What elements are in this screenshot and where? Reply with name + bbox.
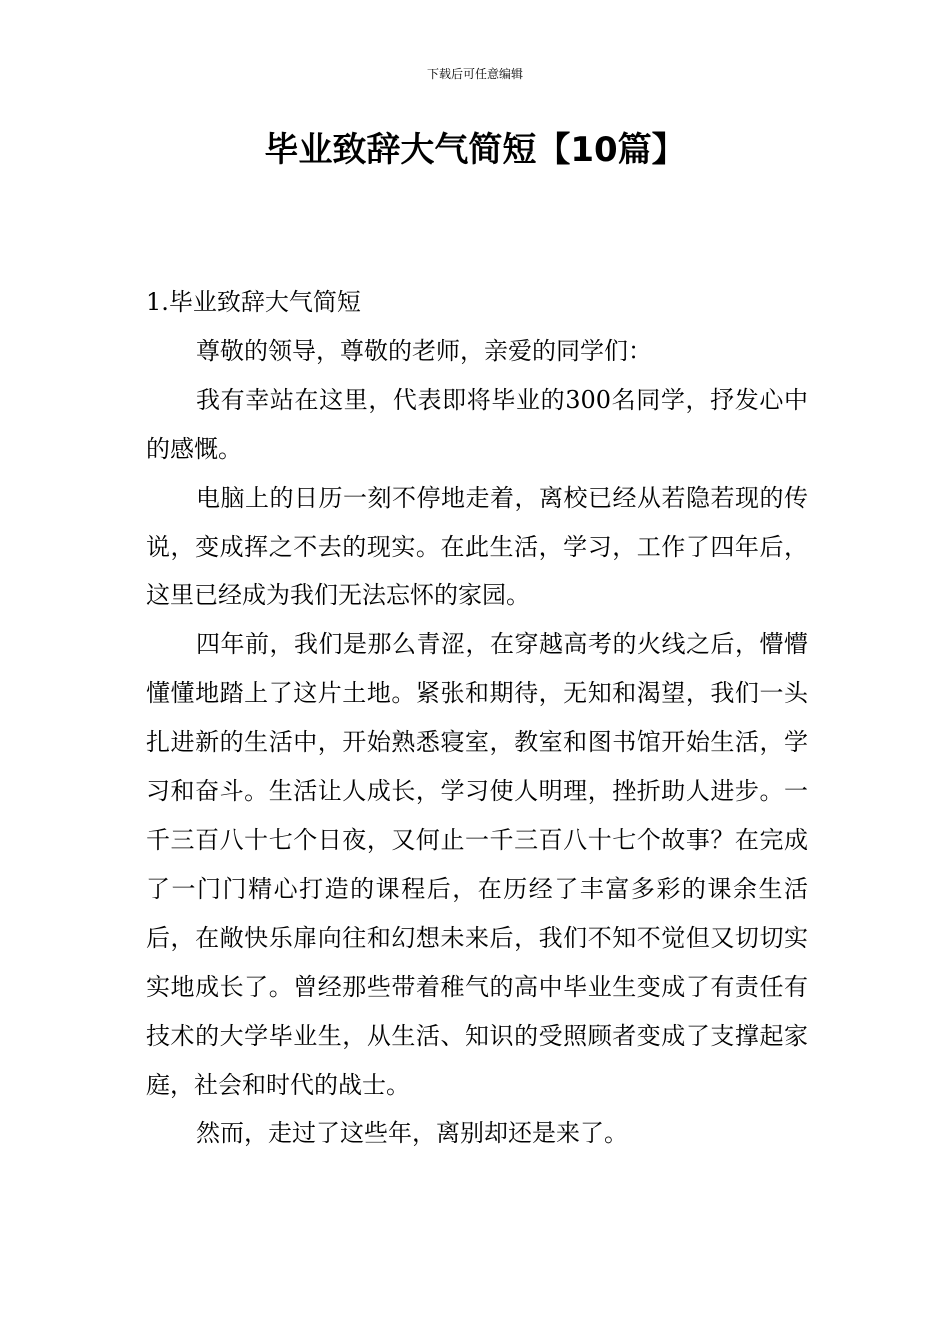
header-note: 下载后可任意编辑 [426,67,523,81]
section-heading: 1.毕业致辞大气简短 [146,288,361,316]
document-body [146,278,808,1158]
paragraph-calendar: 电脑上的日历一刻不停地走着，离校已经从若隐若现的传说，变成挥之不去的现实。在此生活，学习，工作了四年后，这里已经成为我们无法忘怀的家园。 [146,483,808,610]
paragraph-farewell: 然而，走过了这些年，离别却还是来了。 [196,1119,628,1148]
paragraph-intro: 我有幸站在这里，代表即将毕业的300名同学，抒发心中的感慨。 [146,385,808,463]
document-title: 毕业致辞大气简短【10篇】 [264,130,686,170]
paragraph-salutation: 尊敬的领导，尊敬的老师，亲爱的同学们： [196,336,652,365]
paragraph-four-years: 四年前，我们是那么青涩，在穿越高考的火线之后，懵懵懂懂地踏上了这片土地。紧张和期待，无知和渴望，我们一头扎进新的生活中，开始熟悉寝室，教室和图书馆开始生活，学习和奋斗。生活让人成长，学习使人明理，挫折助人进步。一千三百八十七个日夜，又何止一千三百八十七个故事？在完成了一门门精心打造的课程后，在历经了丰富多彩的课余生活后，在敞快乐扉向往和幻想未来后，我们不知不觉但又切切实实地成长了。曾经那些带着稚气的高中毕业生变成了有责任有技术的大学毕业生，从生活、知识的受照顾者变成了支撑起家庭，社会和时代的战士。 [146,630,808,1099]
